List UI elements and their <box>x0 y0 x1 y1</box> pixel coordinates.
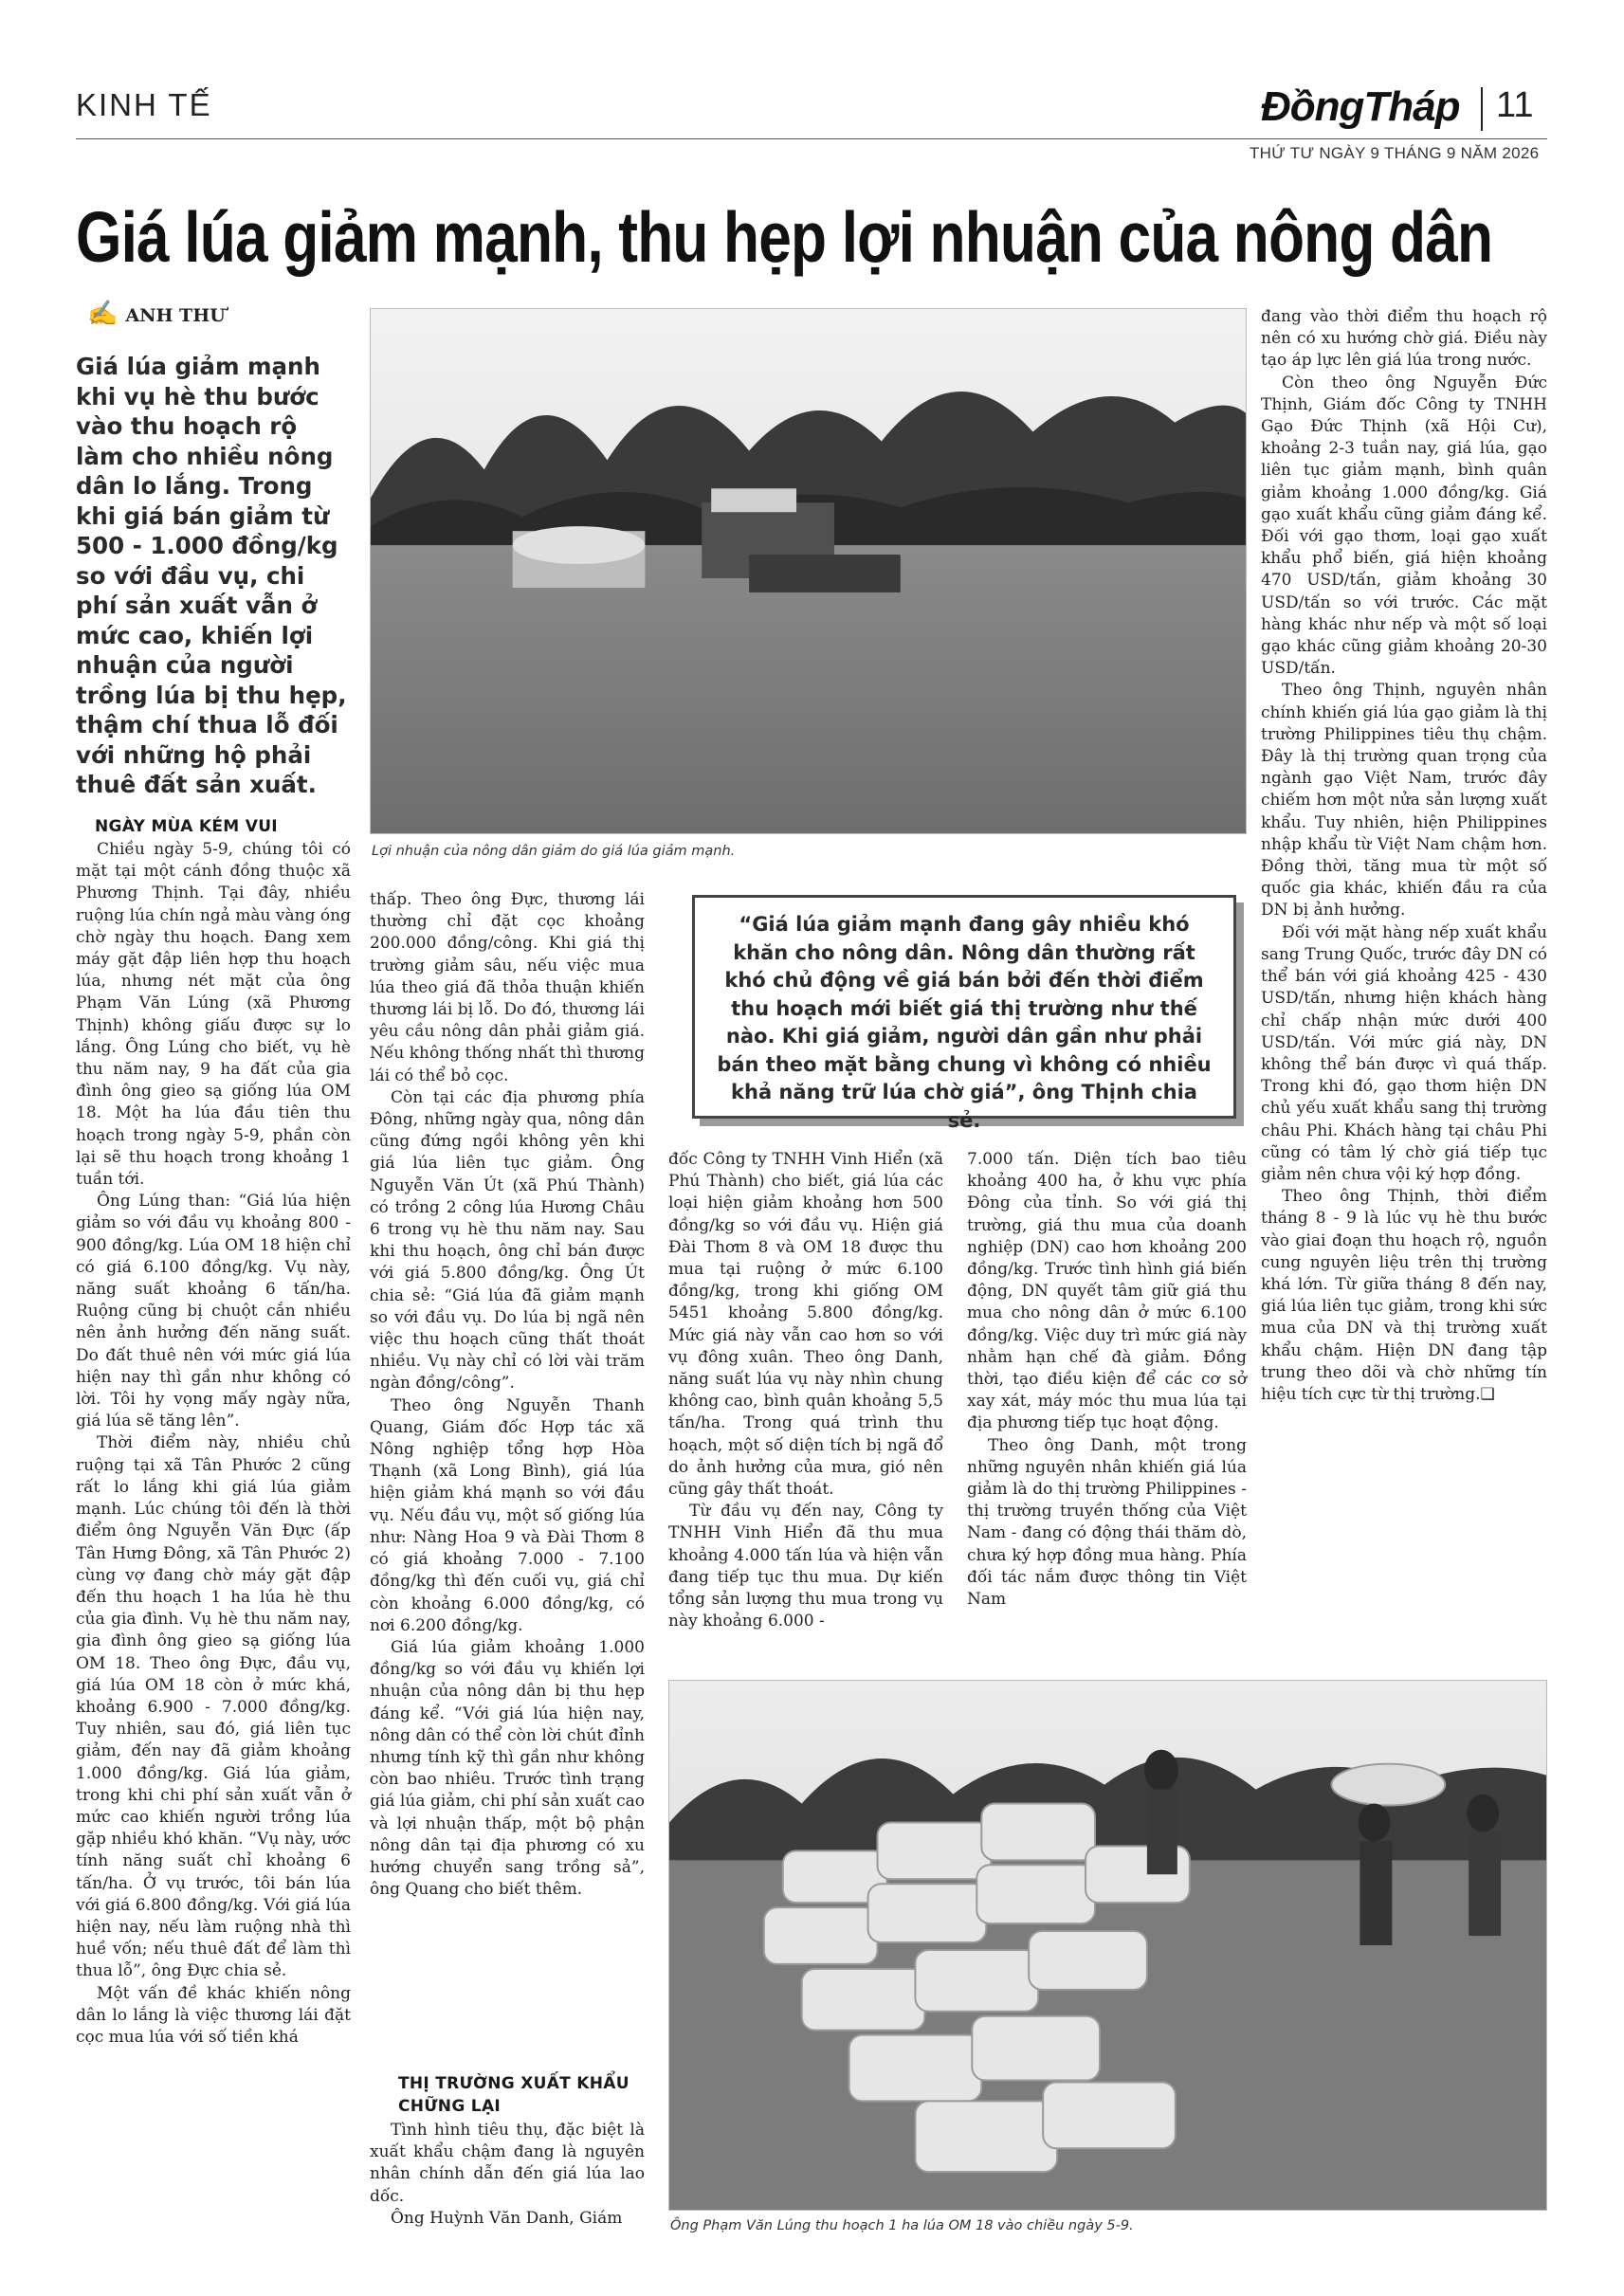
byline <box>87 300 226 328</box>
paragraph: thấp. Theo ông Đực, thương lái thường chỉ đặt cọc khoảng 200.000 đồng/công. Khi giá thị trường giảm sâu, nếu việc mua lúa theo giá đã thỏa thuận khiến thương lái bị lỗ. Do đó, thương lái yêu cầu nông dân phải giảm giá. Nếu không thống nhất thì thương lái có thể bỏ cọc. <box>370 890 645 1085</box>
dateline: THỨ TƯ NGÀY 9 THÁNG 9 NĂM 2026 <box>1250 144 1540 162</box>
paragraph: 7.000 tấn. Diện tích bao tiêu khoảng 400 ha, ở khu vực phía Đông của tỉnh. So với giá thị trường, giá thu mua của doanh nghiệp (DN) cao hơn khoảng 200 đồng/kg. Trước tình hình giá biến động, DN quyết tâm giữ giá thu mua cho nông dân ở mức 6.100 đồng/kg. Việc duy trì mức giá này nhằm hạn chế đà giảm. Đồng thời, tạo điều kiện để các cơ sở xay xát, máy móc thu mua lúa tại địa phương tiếp tục hoạt động. <box>967 1150 1247 1433</box>
body-column-2 <box>370 889 645 1989</box>
paragraph: Chiều ngày 5-9, chúng tôi có mặt tại một cánh đồng thuộc xã Phương Thịnh. Tại đây, nhiều ruộng lúa chín ngả màu vàng óng chờ ngày thu hoạch. Đang xem máy gặt đập liên hợp thu hoạch lúa, nhưng nét mặt của ông Phạm Văn Lúng (xã Phương Thịnh) không giấu được sự lo lắng. Ông Lúng cho biết, vụ hè thu năm nay, 9 ha đất của gia đình ông gieo sạ giống lúa OM 18. Một ha lúa đầu tiên thu hoạch trong ngày 5-9, phần còn lại sẽ thu hoạch trong khoảng 1 tuần tới. <box>76 840 351 1190</box>
paragraph: đang vào thời điểm thu hoạch rộ nên có xu hướng chờ giá. Điều này tạo áp lực lên giá lúa trong nước. <box>1261 307 1547 371</box>
body-column-4 <box>967 1149 1247 1609</box>
paragraph: Còn theo ông Nguyễn Đức Thịnh, Giám đốc Công ty TNHH Gạo Đức Thịnh (xã Hội Cư), khoảng 2-3 tuần nay, giá lúa, gạo liên tục giảm mạnh, bình quân giảm khoảng 1.000 đồng/kg. Giá gạo xuất khẩu cũng giảm đáng kể. Đối với gạo thơm, loại gạo xuất khẩu phổ biến, giá hiện khoảng 470 USD/tấn, giảm khoảng 30 USD/tấn so với trước. Các mặt hàng khác như nếp và một số loại gạo khác cũng giảm khoảng 20-30 USD/tấn. <box>1261 373 1547 679</box>
body-column-2-continued <box>370 2120 645 2233</box>
paragraph: Thời điểm này, nhiều chủ ruộng tại xã Tân Phước 2 cũng rất lo lắng khi giá lúa giảm mạnh. Lúc chúng tôi đến là thời điểm ông Nguyễn Văn Đực (ấp Tân Hưng Đông, xã Tân Phước 2) cùng vợ đang chờ máy gặt đập đến thu hoạch 1 ha lúa hè thu của gia đình. Vụ hè thu năm nay, gia đình ông gieo sạ giống lúa OM 18. Theo ông Đực, đầu vụ, giá lúa OM 18 còn ở mức khá, khoảng 6.900 - 7.000 đồng/kg. Tuy nhiên, sau đó, giá liên tục giảm, đến nay đã giảm khoảng 1.000 đồng/kg. Giá lúa giảm, trong khi chi phí sản xuất vẫn ở mức cao khiến người trồng lúa gặp nhiều khó khăn. “Vụ này, ước tính năng suất chỉ khoảng 6 tấn/ha. Ở vụ trước, tôi bán lúa với giá 6.800 đồng/kg. Với giá lúa hiện nay, nếu làm ruộng nhà thì huề vốn; nếu thuê đất để làm thì thua lỗ”, ông Đực chia sẻ. <box>76 1433 351 1981</box>
author-name: ANH THƯ <box>125 305 226 326</box>
paragraph: Giá lúa giảm khoảng 1.000 đồng/kg so với đầu vụ khiến lợi nhuận của nông dân bị thu hẹp đáng kể. “Với giá lúa hiện nay, nông dân có thể còn lời chút đỉnh nhưng tính kỹ thì gần như không còn bao nhiêu. Trước tình trạng giá lúa giảm, chi phí sản xuất cao và lợi nhuận thấp, một bộ phận nông dân tại địa phương có xu hướng chuyển sang trồng sả”, ông Quang cho biết thêm. <box>370 1637 645 1900</box>
header-divider <box>1481 87 1483 131</box>
photo-harvest-field <box>370 308 1247 834</box>
headline: Giá lúa giảm mạnh, thu hẹp lợi nhuận của nông dân <box>76 197 1493 277</box>
photo-caption: Lợi nhuận của nông dân giảm do giá lúa giảm mạnh. <box>372 844 736 859</box>
header-rule <box>76 138 1547 139</box>
section-label: KINH TẾ <box>76 87 212 122</box>
paragraph: Ông Lúng than: “Giá lúa hiện giảm so với đầu vụ khoảng 800 - 900 đồng/kg. Lúa OM 18 hiện chỉ có giá 6.100 đồng/kg. Vụ này, năng suất khoảng 6 tấn/ha. Ruộng cũng bị chuột cắn nhiều nên ảnh hưởng đến năng suất. Do đất thuê nên với mức giá lúa hiện nay thì gần như không có lời. Tôi hy vọng mấy ngày nữa, giá lúa sẽ tăng lên”. <box>76 1192 351 1431</box>
photo-rice-bags <box>668 1680 1547 2211</box>
body-column-3 <box>668 1149 943 1631</box>
lead-paragraph: Giá lúa giảm mạnh khi vụ hè thu bước vào thu hoạch rộ làm cho nhiều nông dân lo lắng. Trong khi giá bán giảm từ 500 - 1.000 đồng/kg so với đầu vụ, chi phí sản xuất vẫn ở mức cao, khiến lợi nhuận của người trồng lúa bị thu hẹp, thậm chí thua lỗ đối với những hộ phải thuê đất sản xuất. <box>76 353 347 798</box>
paragraph: Theo ông Thịnh, nguyên nhân chính khiến giá lúa gạo giảm là thị trường Philippines tiêu thụ chậm. Đây là thị trường quan trọng của ngành gạo Việt Nam, trước đây chiếm hơn một nửa sản lượng xuất khẩu. Tuy nhiên, hiện Philippines nhập khẩu từ Việt Nam chậm hơn. Đồng thời, tăng mua từ một số quốc gia khác, khiến đầu ra của DN bị ảnh hưởng. <box>1261 681 1547 920</box>
page-number: 11 <box>1496 85 1534 125</box>
paragraph: Ông Huỳnh Văn Danh, Giám <box>391 2208 623 2228</box>
pen-icon: ✍ <box>87 300 119 328</box>
paragraph: Đối với mặt hàng nếp xuất khẩu sang Trung Quốc, trước đây DN có thể bán với giá khoảng 425 - 430 USD/tấn, nhưng hiện khách hàng chỉ chấp nhận mức dưới 400 USD/tấn. Với mức giá này, DN không thể bán được vì quá thấp. Trong khi đó, gạo thơm hiện DN chủ yếu xuất khẩu sang thị trường châu Phi. Khách hàng tại châu Phi cũng có tâm lý chờ giá tiếp tục giảm nên chưa vội ký hợp đồng. <box>1261 922 1547 1184</box>
paragraph: Từ đầu vụ đến nay, Công ty TNHH Vinh Hiển đã thu mua khoảng 4.000 tấn lúa và hiện vẫn đang tiếp tục thu mua. Dự kiến tổng sản lượng thu mua trong vụ này khoảng 6.000 - <box>668 1502 943 1631</box>
paragraph: Theo ông Danh, một trong những nguyên nhân khiến giá lúa giảm là do thị trường Philippines - thị trường truyền thống của Việt Nam - đang có động thái thăm dò, chưa ký hợp đồng mua hàng. Phía đối tác nắm được thông tin Việt Nam <box>967 1435 1247 1610</box>
paragraph: Theo ông Nguyễn Thanh Quang, Giám đốc Hợp tác xã Nông nghiệp tổng hợp Hòa Thạnh (xã Long Bình), giá lúa hiện giảm khá mạnh so với đầu vụ. Nếu đầu vụ, một số giống lúa như: Nàng Hoa 9 và Đài Thơm 8 có giá khoảng 7.000 - 7.100 đồng/kg thì đến cuối vụ, giá chỉ còn khoảng 6.000 đồng/kg, có nơi 6.200 đồng/kg. <box>370 1395 645 1635</box>
body-column-1 <box>76 839 351 2232</box>
newspaper-logo: ĐồngTháp <box>1261 83 1460 130</box>
paragraph: Tình hình tiêu thụ, đặc biệt là xuất khẩu chậm đang là nguyên nhân chính dẫn đến giá lúa lao dốc. <box>370 2121 645 2206</box>
paragraph: Theo ông Thịnh, thời điểm tháng 8 - 9 là lúc vụ hè thu bước vào giai đoạn thu hoạch rộ, nguồn cung nguyên liệu trên thị trường khá lớn. Từ giữa tháng 8 đến nay, giá lúa liên tục giảm, trong khi sức mua của DN và thị trường xuất khẩu chậm. Hiện DN đang tập trung theo dõi và chờ những tín hiệu tích cực từ thị trường.❑ <box>1261 1187 1547 1404</box>
subhead-export: THỊ TRƯỜNG XUẤT KHẨU CHỮNG LẠI <box>398 2074 630 2116</box>
paragraph: Một vấn đề khác khiến nông dân lo lắng là việc thương lái đặt cọc mua lúa với số tiền khá <box>76 1983 351 2047</box>
body-column-5 <box>1261 306 1547 1707</box>
subhead-harvest: NGÀY MÙA KÉM VUI <box>95 817 278 836</box>
paragraph: đốc Công ty TNHH Vinh Hiển (xã Phú Thành) cho biết, giá lúa các loại hiện giảm khoảng hơn 500 đồng/kg so với đầu vụ. Hiện giá Đài Thơm 8 và OM 18 được thu mua tại ruộng ở mức 6.100 đồng/kg, trong khi giống OM 5451 khoảng 5.800 đồng/kg. Mức giá này vẫn cao hơn so với vụ đông xuân. Theo ông Danh, năng suất lúa vụ này nhìn chung không cao, bình quân khoảng 5,5 tấn/ha. Trong quá trình thu hoạch, một số diện tích bị ngã đổ do ảnh hưởng của mưa, gió nên cũng gây thất thoát. <box>668 1150 943 1500</box>
photo-caption: Ông Phạm Văn Lúng thu hoạch 1 ha lúa OM 18 vào chiều ngày 5-9. <box>670 2218 1134 2233</box>
pull-quote: “Giá lúa giảm mạnh đang gây nhiều khó khăn cho nông dân. Nông dân thường rất khó chủ động về giá bán bởi đến thời điểm thu hoạch mới biết giá thị trường như thế nào. Khi giá giảm, người dân gần như phải bán theo mặt bằng chung vì không có nhiều khả năng trữ lúa chờ giá”, ông Thịnh chia sẻ. <box>692 895 1236 1119</box>
paragraph: Còn tại các địa phương phía Đông, những ngày qua, nông dân cũng đứng ngồi không yên khi giá lúa liên tục giảm. Ông Nguyễn Văn Út (xã Phú Thành) có trồng 2 công lúa Hương Châu 6 trong vụ hè thu năm nay. Sau khi thu hoạch, ông chỉ bán được với giá 5.800 đồng/kg. Ông Út chia sẻ: “Giá lúa đã giảm mạnh so với đầu vụ. Do lúa bị ngã nên việc thu hoạch cũng thất thoát nhiều. Vụ này chỉ có lời vài trăm ngàn đồng/công”. <box>370 1087 645 1394</box>
